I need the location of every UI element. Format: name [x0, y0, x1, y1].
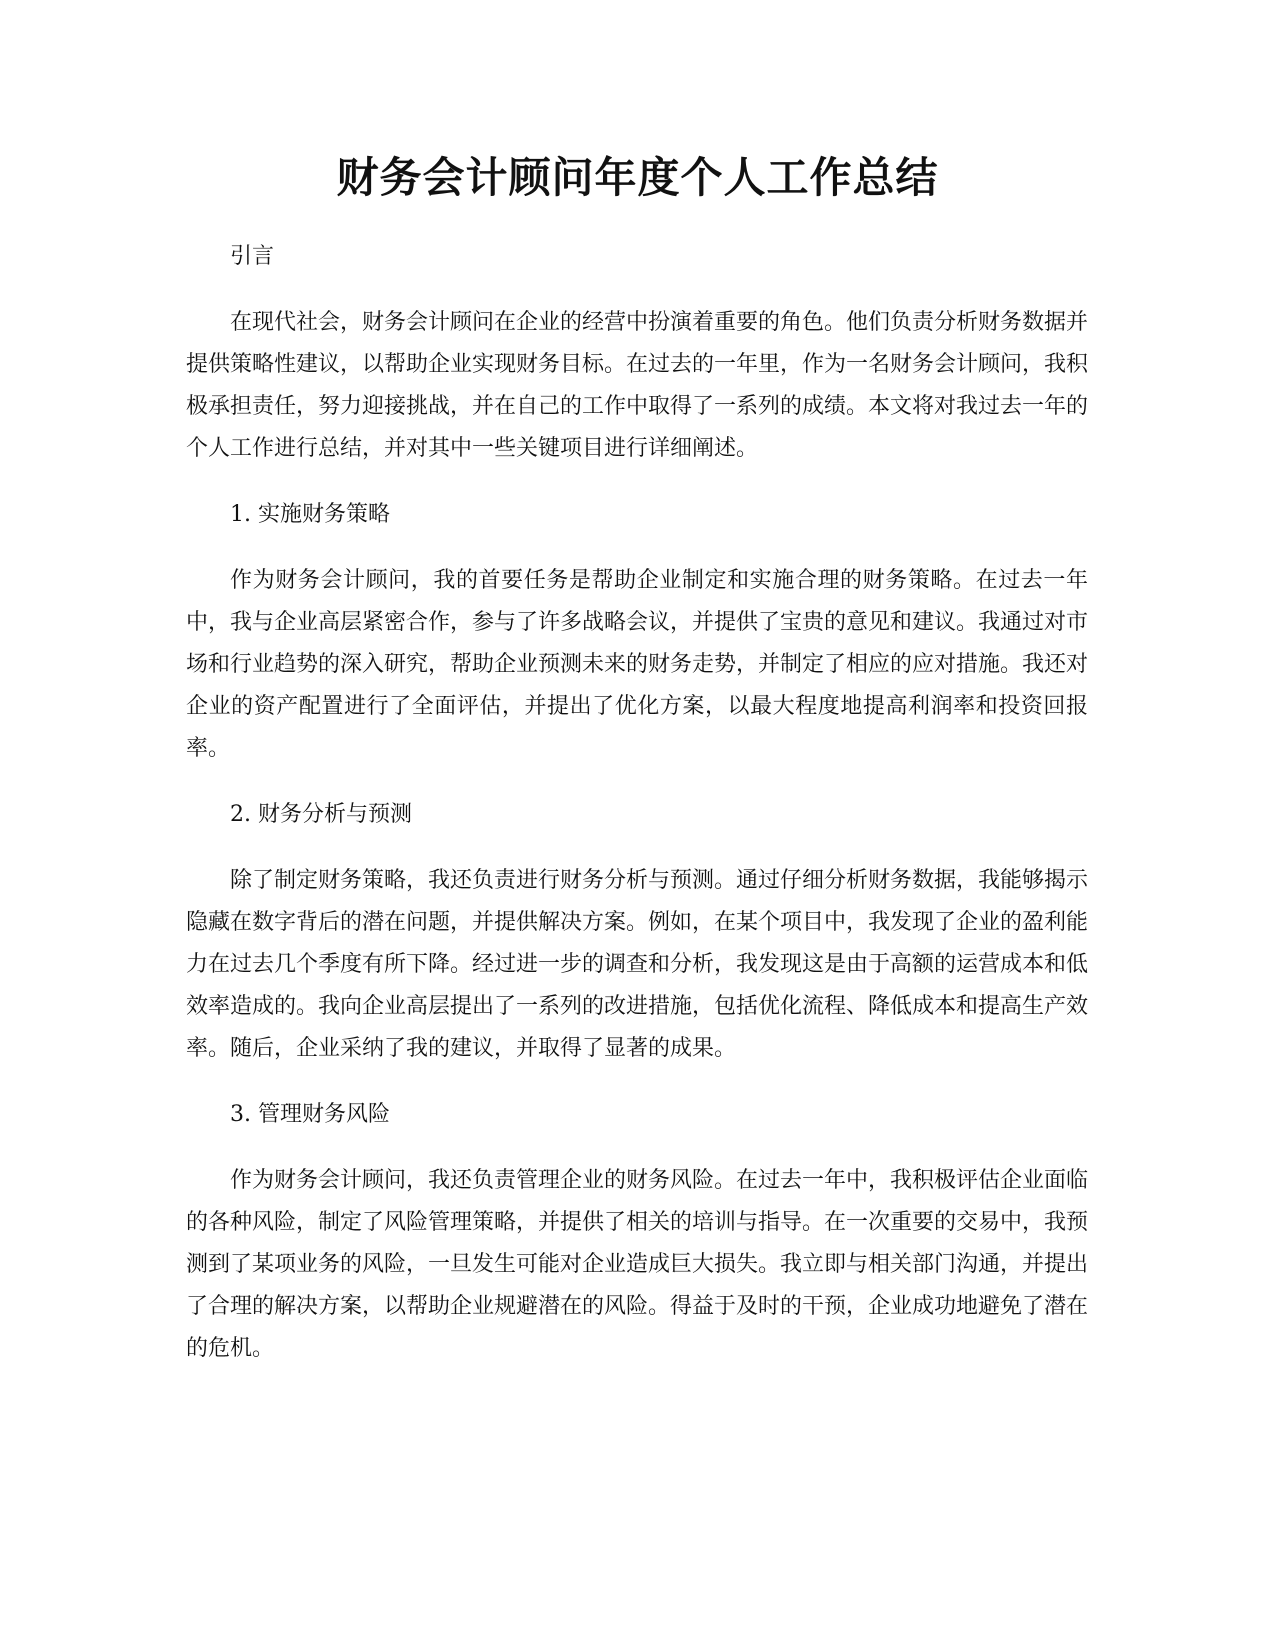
- section-paragraph-strategy: 作为财务会计顾问，我的首要任务是帮助企业制定和实施合理的财务策略。在过去一年中，我与企业高层紧密合作，参与了许多战略会议，并提供了宝贵的意见和建议。我通过对市场和行业趋势的深入研究，帮助企业预测未来的财务走势，并制定了相应的应对措施。我还对企业的资产配置进行了全面评估，并提出了优化方案，以最大程度地提高利润率和投资回报率。: [186, 568, 1089, 761]
- section-heading-intro: 引言: [230, 244, 275, 269]
- section-heading-risk: 3. 管理财务风险: [230, 1102, 390, 1127]
- section-heading-strategy: 1. 实施财务策略: [230, 502, 390, 527]
- section-paragraph-risk: 作为财务会计顾问，我还负责管理企业的财务风险。在过去一年中，我积极评估企业面临的各种风险，制定了风险管理策略，并提供了相关的培训与指导。在一次重要的交易中，我预测到了某项业务的风险，一旦发生可能对企业造成巨大损失。我立即与相关部门沟通，并提出了合理的解决方案，以帮助企业规避潜在的风险。得益于及时的干预，企业成功地避免了潜在的危机。: [186, 1168, 1089, 1361]
- section-heading-analysis: 2. 财务分析与预测: [230, 802, 412, 827]
- section-paragraph-intro: 在现代社会，财务会计顾问在企业的经营中扮演着重要的角色。他们负责分析财务数据并提供策略性建议，以帮助企业实现财务目标。在过去的一年里，作为一名财务会计顾问，我积极承担责任，努力迎接挑战，并在自己的工作中取得了一系列的成绩。本文将对我过去一年的个人工作进行总结，并对其中一些关键项目进行详细阐述。: [186, 310, 1089, 461]
- section-paragraph-analysis: 除了制定财务策略，我还负责进行财务分析与预测。通过仔细分析财务数据，我能够揭示隐藏在数字背后的潜在问题，并提供解决方案。例如，在某个项目中，我发现了企业的盈利能力在过去几个季度有所下降。经过进一步的调查和分析，我发现这是由于高额的运营成本和低效率造成的。我向企业高层提出了一系列的改进措施，包括优化流程、降低成本和提高生产效率。随后，企业采纳了我的建议，并取得了显著的成果。: [186, 868, 1089, 1061]
- document-title: 财务会计顾问年度个人工作总结: [336, 153, 939, 202]
- document-body: [186, 236, 1088, 1394]
